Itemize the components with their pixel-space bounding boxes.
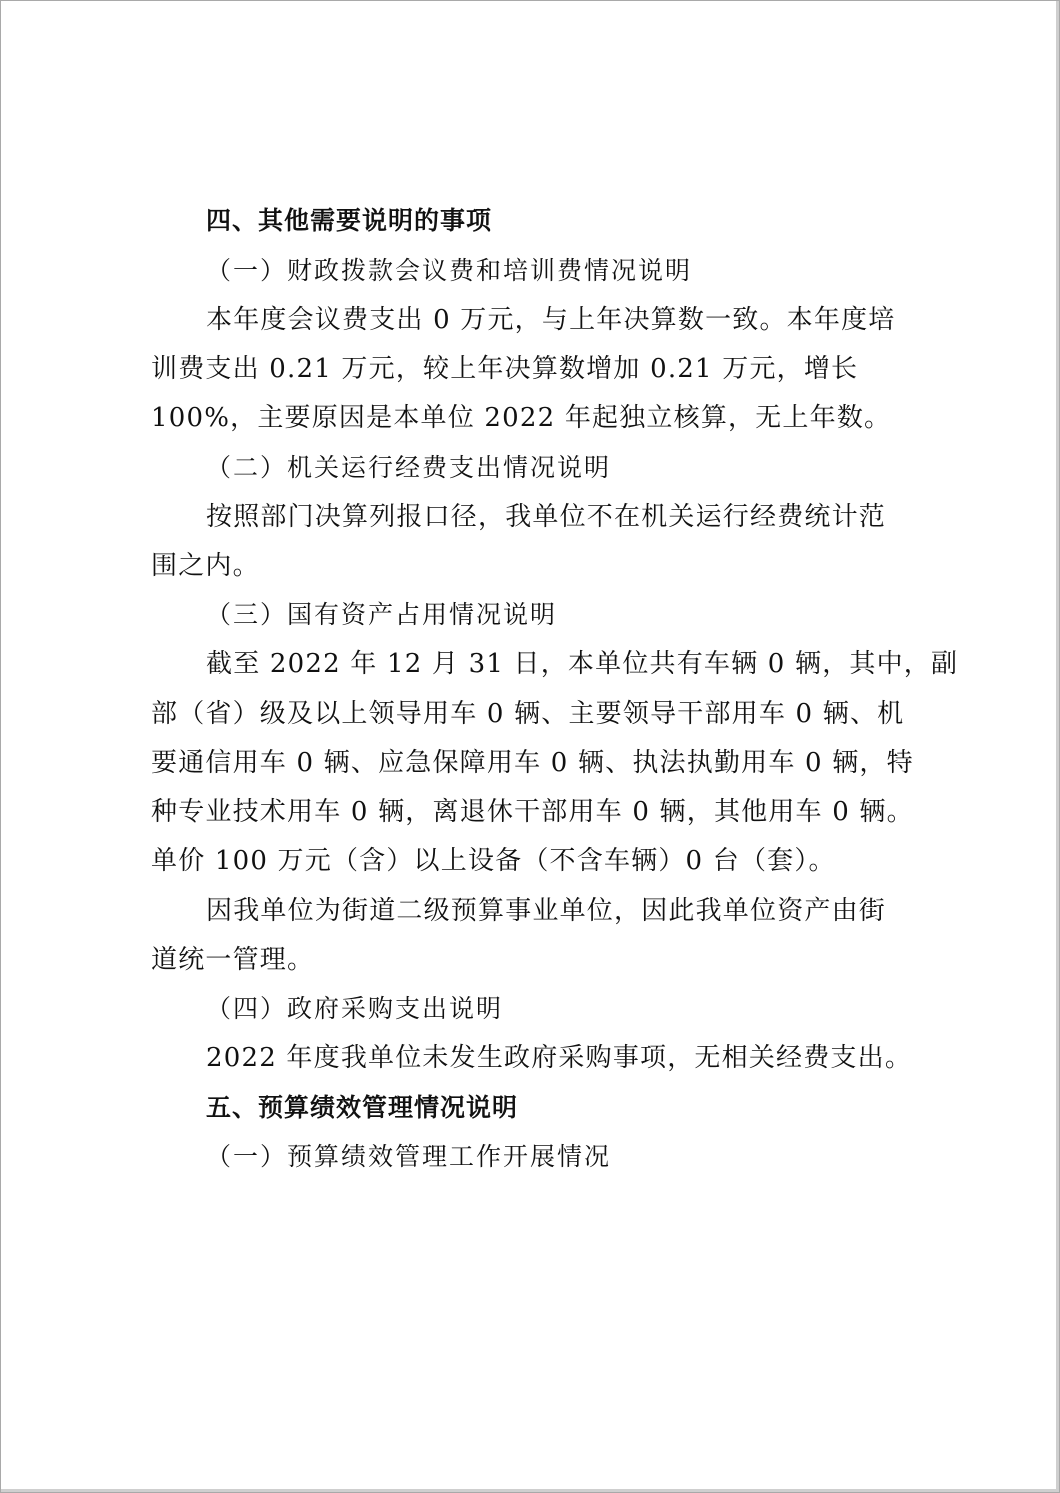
paragraph-line: 2022 年度我单位未发生政府采购事项，无相关经费支出。 xyxy=(206,1043,913,1073)
section-heading-4: 四、其他需要说明的事项 xyxy=(206,206,493,235)
paragraph-line: 道统一管理。 xyxy=(151,945,315,975)
paragraph-line: 种专业技术用车 0 辆，离退休干部用车 0 辆，其他用车 0 辆。 xyxy=(151,797,914,827)
paragraph-line: 截至 2022 年 12 月 31 日，本单位共有车辆 0 辆，其中，副 xyxy=(206,649,959,679)
subheading-4-4: （四）政府采购支出说明 xyxy=(206,994,504,1023)
subheading-4-2: （二）机关运行经费支出情况说明 xyxy=(206,453,612,482)
paragraph-line: 单价 100 万元（含）以上设备（不含车辆）0 台（套）。 xyxy=(151,846,836,876)
subheading-4-1: （一）财政拨款会议费和培训费情况说明 xyxy=(206,256,693,285)
paragraph-line: 本年度会议费支出 0 万元，与上年决算数一致。本年度培 xyxy=(206,305,896,335)
paragraph-line: 训费支出 0.21 万元，较上年决算数增加 0.21 万元，增长 xyxy=(151,354,859,384)
subheading-5-1: （一）预算绩效管理工作开展情况 xyxy=(206,1142,612,1171)
section-heading-5: 五、预算绩效管理情况说明 xyxy=(206,1093,519,1122)
subheading-4-3: （三）国有资产占用情况说明 xyxy=(206,600,558,629)
paragraph-line: 因我单位为街道二级预算事业单位，因此我单位资产由街 xyxy=(206,896,887,926)
paragraph-line: 围之内。 xyxy=(151,551,260,581)
paragraph-line: 要通信用车 0 辆、应急保障用车 0 辆、执法执勤用车 0 辆，特 xyxy=(151,748,914,778)
paragraph-line: 100%，主要原因是本单位 2022 年起独立核算，无上年数。 xyxy=(151,403,892,433)
paragraph-line: 按照部门决算列报口径，我单位不在机关运行经费统计范 xyxy=(206,502,887,532)
paragraph-line: 部（省）级及以上领导用车 0 辆、主要领导干部用车 0 辆、机 xyxy=(151,699,905,729)
